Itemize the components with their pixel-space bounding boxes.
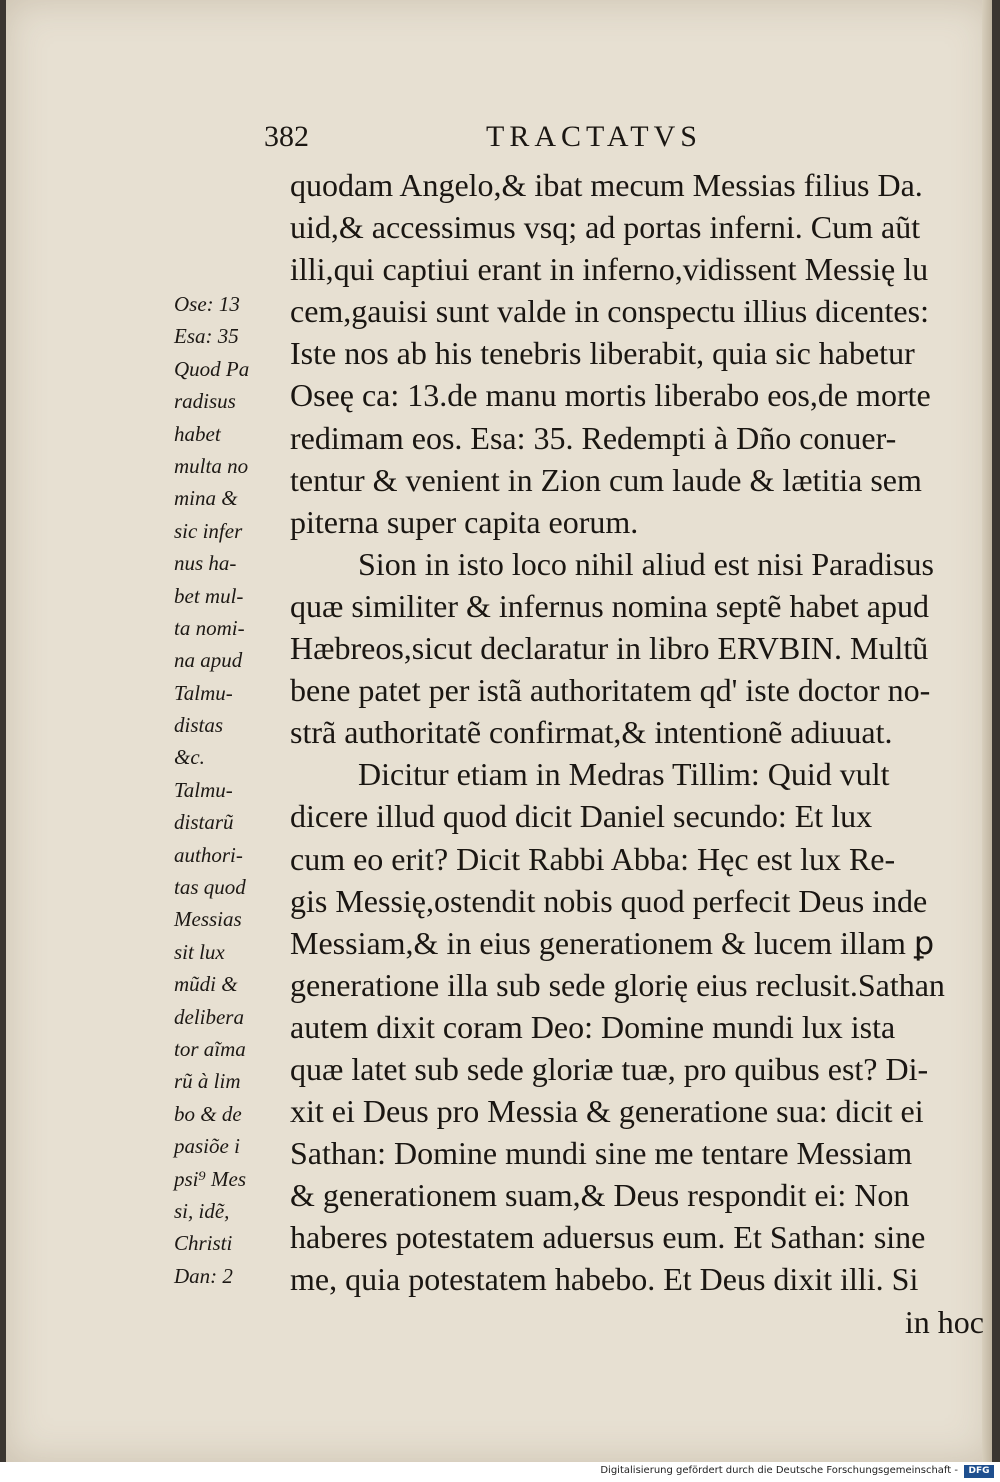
text-line: Oseę ca: 13.de manu mortis liberabo eos,de morte <box>290 377 931 414</box>
margin-note-line: na apud <box>174 648 243 673</box>
margin-note-line: psi⁹ Mes <box>174 1166 247 1191</box>
dfg-logo: DFG <box>964 1465 994 1478</box>
margin-note-line: &c. <box>174 745 205 770</box>
page-number: 382 <box>264 120 309 153</box>
margin-note-line: tor aĩma <box>174 1036 246 1061</box>
running-title: TRACTATVS <box>486 120 702 153</box>
margin-note-line: Quod Pa <box>174 356 250 381</box>
main-text-block <box>290 164 990 1343</box>
margin-note-line: tas quod <box>174 875 246 900</box>
text-line: uid,& accessimus vsq; ad portas inferni. Cum aũt <box>290 209 921 246</box>
margin-note-line: ta nomi- <box>174 615 245 640</box>
margin-note-line: authori- <box>174 842 243 867</box>
text-line: quodam Angelo,& ibat mecum Messias filius Da. <box>290 167 923 203</box>
margin-note-line: Christi <box>174 1231 233 1256</box>
text-line: cum eo erit? Dicit Rabbi Abba: Hęc est lux Re- <box>290 840 896 877</box>
book-page <box>6 0 992 1462</box>
margin-note-line: sit lux <box>174 939 225 964</box>
margin-note-line: Dan: 2 <box>174 1263 233 1288</box>
text-line: Sion in isto loco nihil aliud est nisi Paradisus <box>358 545 934 582</box>
catchword: in hoc <box>904 1303 984 1340</box>
margin-note-line: mũdi & <box>174 972 238 997</box>
margin-note-line: Messias <box>174 907 242 932</box>
margin-note-line: distas <box>174 713 224 738</box>
margin-note-line: Ose: 13 <box>174 292 240 316</box>
text-line: dicere illud quod dicit Daniel secundo: Et lux <box>290 798 873 835</box>
text-line: tentur & venient in Zion cum laude & lætitia sem <box>290 461 922 498</box>
text-line: & generationem suam,& Deus respondit ei: Non <box>290 1177 910 1214</box>
text-line: Messiam,& in eius generationem & lucem illam ꝑ <box>290 924 935 961</box>
text-line: generatione illa sub sede glorię eius reclusit.Sathan <box>290 966 945 1003</box>
margin-note-line: multa no <box>174 453 249 478</box>
digitization-footer <box>0 1462 1000 1482</box>
margin-note-line: distarũ <box>174 810 234 835</box>
margin-note-line: si, idẽ, <box>174 1198 230 1223</box>
page-header <box>6 120 992 160</box>
margin-note-line: Talmu- <box>174 680 233 705</box>
text-line: gis Messię,ostendit nobis quod perfecit Deus inde <box>290 882 928 919</box>
text-line: piterna super capita eorum. <box>290 503 639 540</box>
margin-note-line: sic infer <box>174 518 243 543</box>
margin-note-line: radisus <box>174 389 236 414</box>
text-line: me, quia potestatem habebo. Et Deus dixit illi. Si <box>290 1261 919 1298</box>
margin-note-line: rũ à lim <box>174 1069 241 1094</box>
margin-note-line: delibera <box>174 1004 244 1029</box>
margin-note-line: mina & <box>174 486 238 511</box>
text-line: bene patet per istã authoritatem qd' iste doctor no- <box>290 672 931 709</box>
margin-note-line: Esa: 35 <box>174 324 239 349</box>
text-line: xit ei Deus pro Messia & generatione sua: dicit ei <box>290 1093 924 1130</box>
text-line: quæ latet sub sede gloriæ tuæ, pro quibus est? Di- <box>290 1050 929 1087</box>
margin-note-line: nus ha- <box>174 551 237 576</box>
text-line: redimam eos. Esa: 35. Redempti à Dño conuer- <box>290 419 897 456</box>
text-line: haberes potestatem aduersus eum. Et Sathan: sine <box>290 1219 926 1256</box>
margin-notes <box>174 288 284 1292</box>
text-line: Dicitur etiam in Medras Tillim: Quid vult <box>358 756 890 793</box>
text-line: Iste nos ab his tenebris liberabit, quia sic habetur <box>290 335 915 372</box>
text-line: illi,qui captiui erant in inferno,vidissent Messię lu <box>290 251 929 288</box>
text-line: autem dixit coram Deo: Domine mundi lux ista <box>290 1008 896 1045</box>
text-line: strã authoritatẽ confirmat,& intentionẽ adiuuat. <box>290 714 893 751</box>
margin-note-line: bet mul- <box>174 583 244 608</box>
margin-note-line: Talmu- <box>174 777 233 802</box>
text-line: Hæbreos,sicut declaratur in libro ERVBIN. Multũ <box>290 630 929 667</box>
margin-note-line: bo & de <box>174 1101 242 1126</box>
text-line: cem,gauisi sunt valde in conspectu illius dicentes: <box>290 293 929 330</box>
footer-credit: Digitalisierung gefördert durch die Deutsche Forschungsgemeinschaft - <box>600 1465 958 1476</box>
text-line: quæ similiter & infernus nomina septẽ habet apud <box>290 587 929 624</box>
text-line: Sathan: Domine mundi sine me tentare Messiam <box>290 1135 913 1172</box>
margin-note-line: pasiõe i <box>174 1134 240 1159</box>
margin-note-line: habet <box>174 421 221 446</box>
